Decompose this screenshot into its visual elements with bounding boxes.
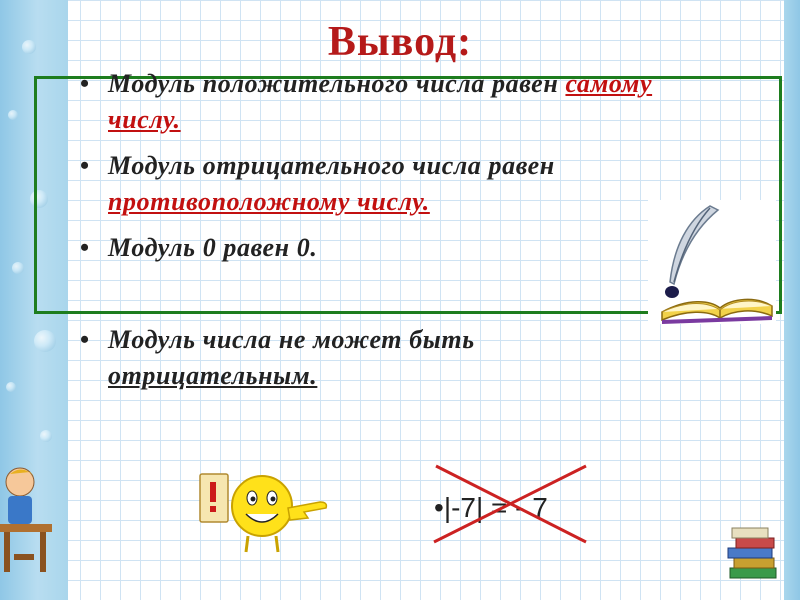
boy-at-desk-icon — [0, 462, 56, 582]
bullet-negative — [80, 148, 680, 220]
bullet-positive — [80, 66, 680, 138]
false-equation: •|-7| = - 7 — [434, 492, 548, 523]
bullet-text: Модуль положительного числа равен — [108, 69, 566, 98]
slide-title: Вывод: — [327, 19, 473, 65]
water-drop-icon — [12, 262, 24, 274]
bullet-zero — [80, 230, 680, 266]
bullet-not-negative — [80, 322, 680, 394]
quill-book-image — [648, 200, 776, 324]
bullet-highlight: отрицательным. — [108, 361, 318, 390]
bullet-highlight: противоположному числу. — [108, 187, 430, 216]
bullet-highlight: самому числу. — [108, 69, 653, 134]
boy-at-desk-image — [0, 462, 56, 582]
right-decor-strip — [784, 0, 800, 600]
book-stack-image — [726, 522, 782, 582]
smiley-pointing-icon — [198, 468, 338, 556]
water-drop-icon — [8, 110, 18, 120]
book-stack-icon — [726, 522, 782, 582]
crossed-equation — [430, 462, 590, 544]
bullet-list — [80, 66, 680, 394]
smiley-pointing-image — [198, 468, 338, 556]
quill-book-icon — [648, 200, 776, 324]
cross-out-icon — [430, 462, 590, 544]
bullet-text: Модуль 0 равен 0. — [108, 233, 318, 262]
equation-text: |-7| = - 7 — [443, 492, 548, 523]
water-drop-icon — [34, 330, 56, 352]
bullet-text: Модуль числа не может быть — [108, 325, 475, 354]
bullet-text: Модуль отрицательного числа равен — [108, 151, 555, 180]
water-drop-icon — [40, 430, 52, 442]
water-drop-icon — [6, 382, 16, 392]
